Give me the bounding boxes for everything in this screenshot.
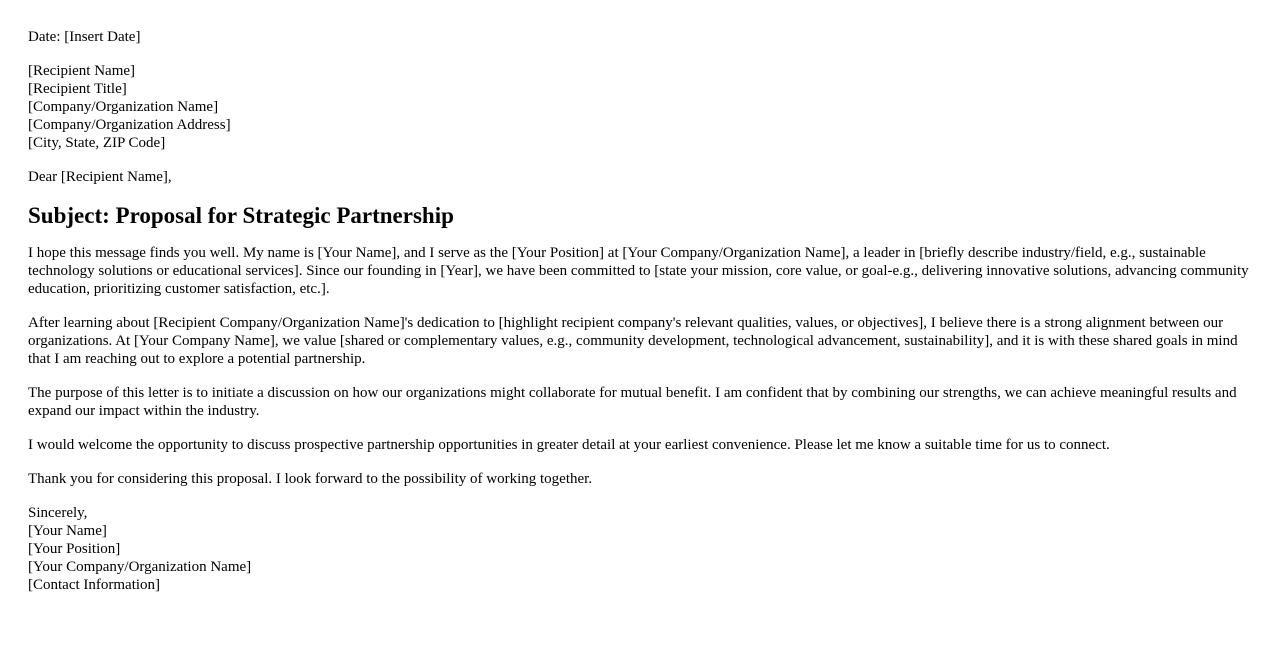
body-paragraph-alignment: After learning about [Recipient Company/Organization Name]'s dedication to [highlight recipient company's relevant qualities, values, or objectives], I believe there is a strong alignment between our organizations. At [Your Company Name], we value [shared or complementary values, e.g., community development, technological advancement, sustainability], and it is with these shared goals in mind that I am reaching out to explore a potential partnership. <box>28 315 1238 367</box>
salutation: Dear [Recipient Name], <box>28 169 172 185</box>
recipient-company: [Company/Organization Name] <box>28 99 219 115</box>
recipient-block <box>28 62 1250 152</box>
date-line: Date: [Insert Date] <box>28 29 141 45</box>
sender-position: [Your Position] <box>28 541 121 557</box>
body-paragraph-thanks: Thank you for considering this proposal. I look forward to the possibility of working together. <box>28 471 593 487</box>
closing-block <box>28 504 1250 594</box>
closing-valediction: Sincerely, <box>28 505 88 521</box>
body-paragraph-purpose: The purpose of this letter is to initiate a discussion on how our organizations might collaborate for mutual benefit. I am confident that by combining our strengths, we can achieve meaningful results and expand our impact within the industry. <box>28 385 1237 419</box>
sender-company: [Your Company/Organization Name] <box>28 559 252 575</box>
body-paragraph-introduction: I hope this message finds you well. My name is [Your Name], and I serve as the [Your Position] at [Your Company/Organization Name], a leader in [briefly describe industry/field, e.g., sustainable technology solutions or educational services]. Since our founding in [Year], we have been committed to [state your mission, core value, or goal-e.g., delivering innovative solutions, advancing community education, prioritizing customer satisfaction, etc.]. <box>28 245 1249 297</box>
subject-heading: Subject: Proposal for Strategic Partnership <box>28 203 454 228</box>
body-paragraph-request: I would welcome the opportunity to discuss prospective partnership opportunities in greater detail at your earliest convenience. Please let me know a suitable time for us to connect. <box>28 437 1110 453</box>
recipient-title: [Recipient Title] <box>28 81 127 97</box>
recipient-city-state-zip: [City, State, ZIP Code] <box>28 135 166 151</box>
recipient-name: [Recipient Name] <box>28 63 136 79</box>
sender-contact-information: [Contact Information] <box>28 577 161 593</box>
sender-name: [Your Name] <box>28 523 107 539</box>
recipient-address: [Company/Organization Address] <box>28 117 231 133</box>
